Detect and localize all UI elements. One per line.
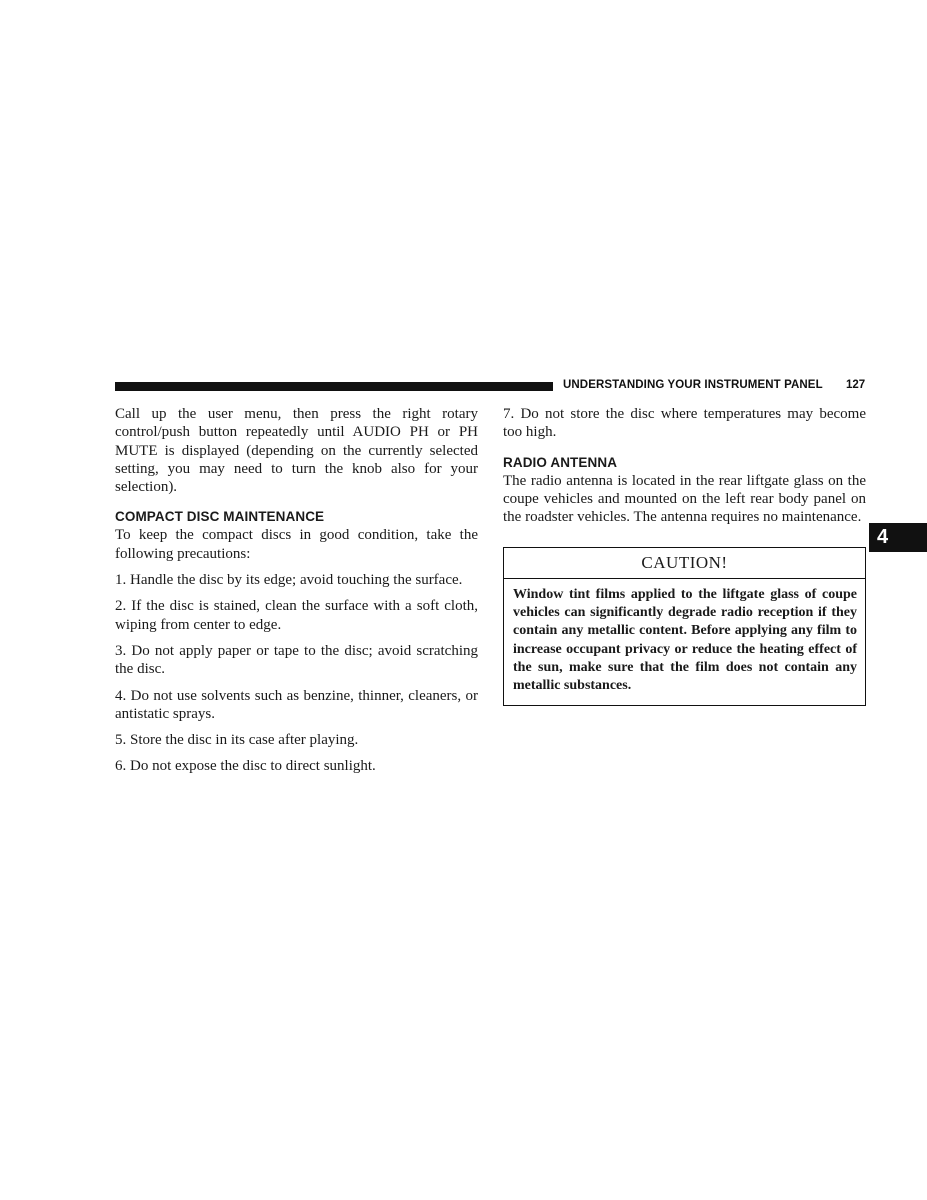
compact-disc-maintenance-heading: COMPACT DISC MAINTENANCE (115, 509, 325, 525)
radio-antenna-paragraph: The radio antenna is located in the rear liftgate glass on the coupe vehicles and mounted on the left rear body panel on the roadster vehicles. The antenna requires no maintenance. (503, 472, 866, 526)
precaution-item: 3. Do not apply paper or tape to the disc; avoid scratching the disc. (115, 642, 478, 678)
left-column (115, 405, 478, 784)
precaution-item: 6. Do not expose the disc to direct sunlight. (115, 758, 376, 775)
caution-box (503, 547, 866, 705)
intro-paragraph: Call up the user menu, then press the right rotary control/push button repeatedly until AUDIO PH or PH MUTE is displayed (depending on the currently selected setting, you may need to turn the knob also for your selection). (115, 406, 478, 496)
precautions-lead: To keep the compact discs in good condition, take the following precautions: (115, 527, 478, 562)
precaution-item: 2. If the disc is stained, clean the surface with a soft cloth, wiping from center to edge. (115, 598, 478, 633)
radio-antenna-heading: RADIO ANTENNA (503, 454, 618, 470)
caution-text: Window tint films applied to the liftgate glass of coupe vehicles can significantly degrade radio reception if they contain any metallic content. Before applying any film to increase occupant privacy or reduce the heating effect of the sun, make sure that the film does not contain any metallic substances. (513, 586, 857, 694)
header-rule (115, 382, 553, 391)
caution-title: CAUTION! (504, 548, 865, 578)
right-column (503, 405, 866, 706)
precaution-item: 1. Handle the disc by its edge; avoid touching the surface. (115, 572, 463, 589)
precaution-item: 4. Do not use solvents such as benzine, thinner, cleaners, or antistatic sprays. (115, 687, 478, 722)
running-header-title: UNDERSTANDING YOUR INSTRUMENT PANEL (563, 379, 823, 391)
page-number: 127 (846, 379, 866, 391)
chapter-tab: 4 (869, 523, 927, 552)
precaution-item: 5. Store the disc in its case after playing. (115, 732, 359, 749)
precaution-item: 7. Do not store the disc where temperatures may become too high. (503, 406, 866, 441)
